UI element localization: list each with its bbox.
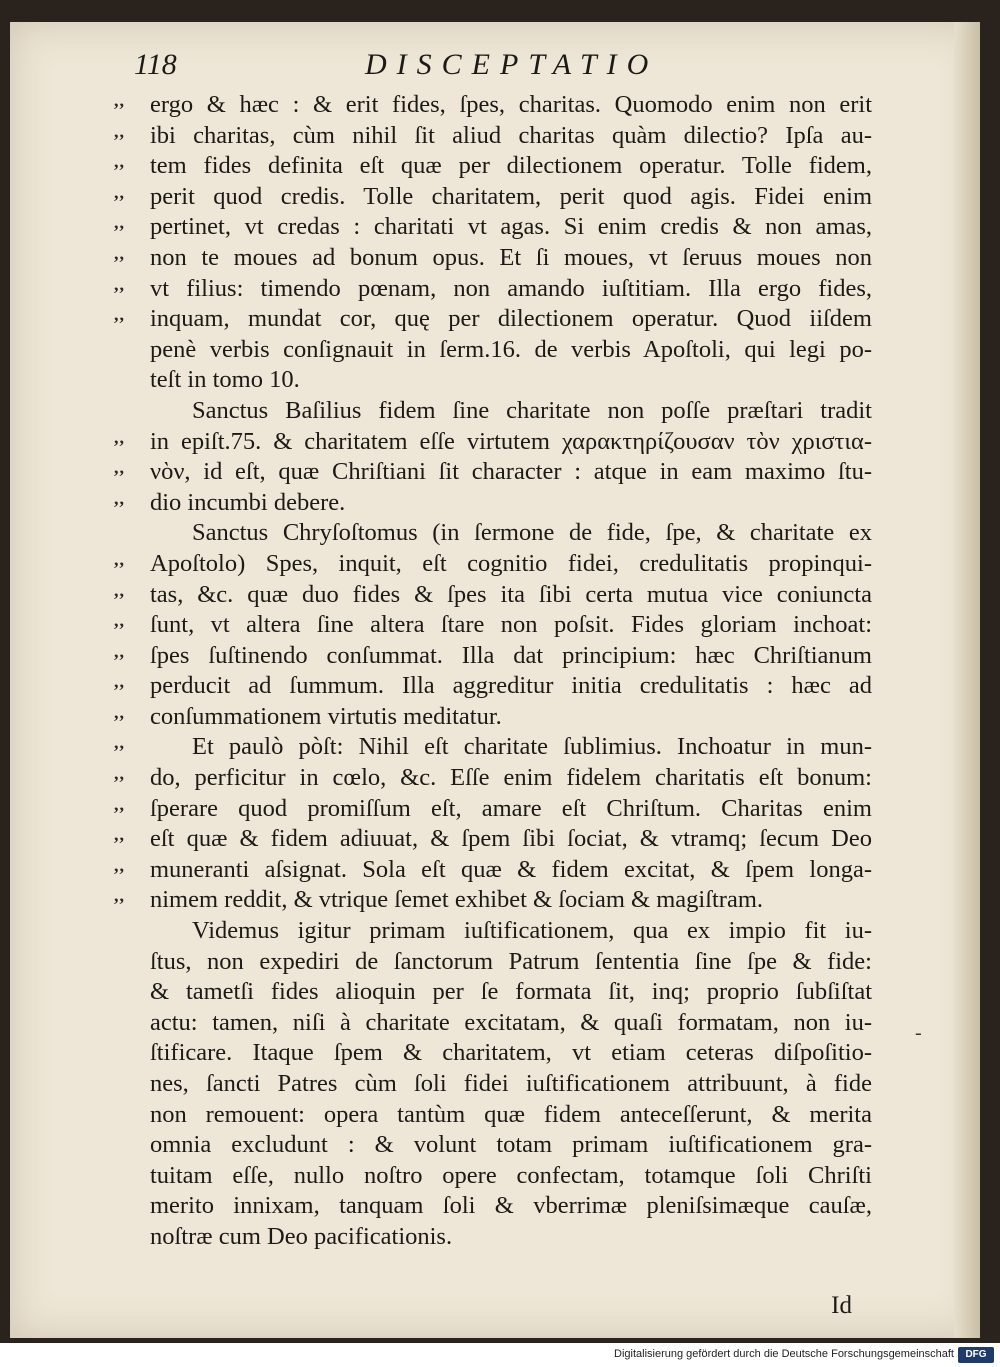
text-line bbox=[10, 121, 980, 152]
text-line bbox=[10, 885, 980, 916]
text-line bbox=[10, 610, 980, 641]
line-text: do, perficitur in cœlo, &c. Eſſe enim fidelem charitatis eſt bonum: bbox=[150, 764, 872, 792]
line-text: non te moues ad bonum opus. Et ſi moues, vt ſeruus moues non bbox=[150, 243, 872, 271]
line-text: in epiſt.75. & charitatem eſſe virtutem χαρακτηρίζουσαν τὸν χριστια- bbox=[150, 427, 872, 455]
text-line bbox=[10, 916, 980, 947]
body-text bbox=[10, 90, 980, 1253]
text-line bbox=[10, 488, 980, 519]
text-line bbox=[10, 335, 980, 366]
text-line bbox=[10, 1008, 980, 1039]
line-text: dio incumbi debere. bbox=[150, 488, 346, 516]
line-text: conſummationem virtutis meditatur. bbox=[150, 702, 502, 730]
dfg-logo: DFG bbox=[958, 1347, 994, 1363]
quotation-marker: ,, bbox=[114, 824, 125, 845]
line-text: omnia excludunt : & volunt totam primam iuſtificationem gra- bbox=[150, 1131, 872, 1159]
text-line bbox=[10, 1130, 980, 1161]
line-text: merito innixam, tanquam ſoli & vberrimæ pleniſsimæque cauſæ, bbox=[150, 1192, 872, 1220]
running-title: DISCEPTATIO bbox=[365, 48, 659, 81]
text-line bbox=[10, 671, 980, 702]
line-text: νὸν, id eſt, quæ Chriſtiani ſit character : atque in eam maximo ſtu- bbox=[150, 458, 872, 486]
line-text: ſpes ſuſtinendo conſummat. Illa dat principium: hæc Chriſtianum bbox=[150, 641, 872, 669]
page-number: 118 bbox=[134, 48, 177, 81]
margin-mark: - bbox=[915, 1022, 922, 1044]
line-text: & tametſi fides alioquin per ſe formata ſit, inq; proprio ſubſiſtat bbox=[150, 978, 872, 1006]
line-text: muneranti aſsignat. Sola eſt quæ & fidem excitat, & ſpem longa- bbox=[150, 855, 872, 883]
text-line bbox=[10, 824, 980, 855]
line-text: nes, ſancti Patres cùm ſoli fidei iuſtificationem attribuunt, à fide bbox=[150, 1070, 872, 1097]
line-text: vt filius: timendo pœnam, non amando iuſtitiam. Illa ergo fides, bbox=[150, 274, 872, 302]
line-text: perducit ad ſummum. Illa aggreditur initia credulitatis : hæc ad bbox=[150, 672, 872, 700]
line-text: ergo & hæc : & erit fides, ſpes, charitas. Quomodo enim non erit bbox=[150, 91, 872, 118]
quotation-marker: ,, bbox=[114, 732, 125, 753]
text-line bbox=[10, 243, 980, 274]
line-text: actu: tamen, niſi à charitate excitatam, & quaſi formatam, non iu- bbox=[150, 1008, 872, 1036]
line-text: ſtus, non expediri de ſanctorum Patrum ſententia ſine ſpe & fide: bbox=[150, 947, 872, 975]
line-text: tem fides definita eſt quæ per dilectionem operatur. Tolle fidem, bbox=[150, 152, 872, 180]
text-line bbox=[10, 1191, 980, 1222]
line-text: Et paulò pòſt: Nihil eſt charitate ſublimius. Inchoatur in mun- bbox=[192, 733, 872, 761]
quotation-marker: ,, bbox=[114, 212, 125, 233]
page-header bbox=[10, 48, 980, 88]
line-text: Sanctus Chryſoſtomus (in ſermone de fide, ſpe, & charitate ex bbox=[192, 519, 872, 547]
quotation-marker: ,, bbox=[114, 548, 125, 569]
quotation-marker: ,, bbox=[114, 304, 125, 325]
line-text: ibi charitas, cùm nihil ſit aliud charitas quàm dilectio? Ipſa au- bbox=[150, 121, 872, 149]
quotation-marker: ,, bbox=[114, 457, 125, 478]
line-text: Videmus igitur primam iuſtificationem, qua ex impio fit iu- bbox=[192, 917, 872, 945]
quotation-marker: ,, bbox=[114, 610, 125, 631]
footer-bar bbox=[0, 1343, 1000, 1367]
text-line bbox=[10, 518, 980, 549]
text-line bbox=[10, 580, 980, 611]
quotation-marker: ,, bbox=[114, 793, 125, 814]
text-line bbox=[10, 763, 980, 794]
quotation-marker: ,, bbox=[114, 90, 125, 110]
line-text: teſt in tomo 10. bbox=[150, 366, 300, 394]
text-line bbox=[10, 457, 980, 488]
text-line bbox=[10, 182, 980, 213]
line-text: non remouent: opera tantùm quæ fidem anteceſſerunt, & merita bbox=[150, 1100, 872, 1128]
quotation-marker: ,, bbox=[114, 151, 125, 172]
text-line bbox=[10, 1161, 980, 1192]
text-line bbox=[10, 977, 980, 1008]
quotation-marker: ,, bbox=[114, 120, 125, 141]
line-text: ſperare quod promiſſum eſt, amare eſt Chriſtum. Charitas enim bbox=[150, 794, 872, 822]
quotation-marker: ,, bbox=[114, 579, 125, 600]
text-line bbox=[10, 732, 980, 763]
line-text: eſt quæ & fidem adiuuat, & ſpem ſibi ſociat, & vtramq; ſecum Deo bbox=[150, 825, 872, 853]
text-line bbox=[10, 855, 980, 886]
text-line bbox=[10, 702, 980, 733]
text-line bbox=[10, 427, 980, 458]
quotation-marker: ,, bbox=[114, 426, 125, 447]
catchword: Id bbox=[831, 1292, 852, 1319]
line-text: tas, &c. quæ duo fides & ſpes ita ſibi certa mutua vice coniuncta bbox=[150, 580, 872, 608]
text-line bbox=[10, 1038, 980, 1069]
line-text: noſtræ cum Deo pacificationis. bbox=[150, 1222, 453, 1250]
footer-credit: Digitalisierung gefördert durch die Deutsche Forschungsgemeinschaft bbox=[614, 1348, 954, 1360]
line-text: penè verbis conſignauit in ſerm.16. de verbis Apoſtoli, qui legi po- bbox=[150, 335, 872, 363]
text-line bbox=[10, 1222, 980, 1253]
line-text: ſunt, vt altera ſine altera ſtare non poſsit. Fides gloriam inchoat: bbox=[150, 611, 872, 639]
quotation-marker: ,, bbox=[114, 640, 125, 661]
text-line bbox=[10, 90, 980, 121]
text-line bbox=[10, 1069, 980, 1100]
line-text: pertinet, vt credas : charitati vt agas. Si enim credis & non amas, bbox=[150, 213, 872, 241]
quotation-marker: ,, bbox=[114, 701, 125, 722]
text-line bbox=[10, 365, 980, 396]
quotation-marker: ,, bbox=[114, 763, 125, 784]
quotation-marker: ,, bbox=[114, 181, 125, 202]
line-text: tuitam eſſe, nullo noſtro opere confectam, totamque ſoli Chriſti bbox=[150, 1161, 872, 1189]
line-text: nimem reddit, & vtrique ſemet exhibet & ſociam & magiſtram. bbox=[150, 886, 764, 914]
quotation-marker: ,, bbox=[114, 885, 125, 906]
text-line bbox=[10, 947, 980, 978]
text-line bbox=[10, 304, 980, 335]
text-line bbox=[10, 396, 980, 427]
quotation-marker: ,, bbox=[114, 487, 125, 508]
text-line bbox=[10, 549, 980, 580]
quotation-marker: ,, bbox=[114, 273, 125, 294]
line-text: Apoſtolo) Spes, inquit, eſt cognitio fidei, credulitatis propinqui- bbox=[150, 549, 872, 577]
text-line bbox=[10, 794, 980, 825]
quotation-marker: ,, bbox=[114, 242, 125, 263]
line-text: ſtificare. Itaque ſpem & charitatem, vt etiam ceteras diſpoſitio- bbox=[150, 1039, 872, 1067]
text-line bbox=[10, 1100, 980, 1131]
text-line bbox=[10, 212, 980, 243]
book-page bbox=[10, 22, 980, 1338]
line-text: inquam, mundat cor, quę per dilectionem operatur. Quod iiſdem bbox=[150, 305, 872, 333]
text-line bbox=[10, 274, 980, 305]
text-line bbox=[10, 151, 980, 182]
text-line bbox=[10, 641, 980, 672]
line-text: Sanctus Baſilius fidem ſine charitate non poſſe præſtari tradit bbox=[192, 396, 872, 424]
line-text: perit quod credis. Tolle charitatem, perit quod agis. Fidei enim bbox=[150, 182, 872, 210]
quotation-marker: ,, bbox=[114, 854, 125, 875]
quotation-marker: ,, bbox=[114, 671, 125, 692]
